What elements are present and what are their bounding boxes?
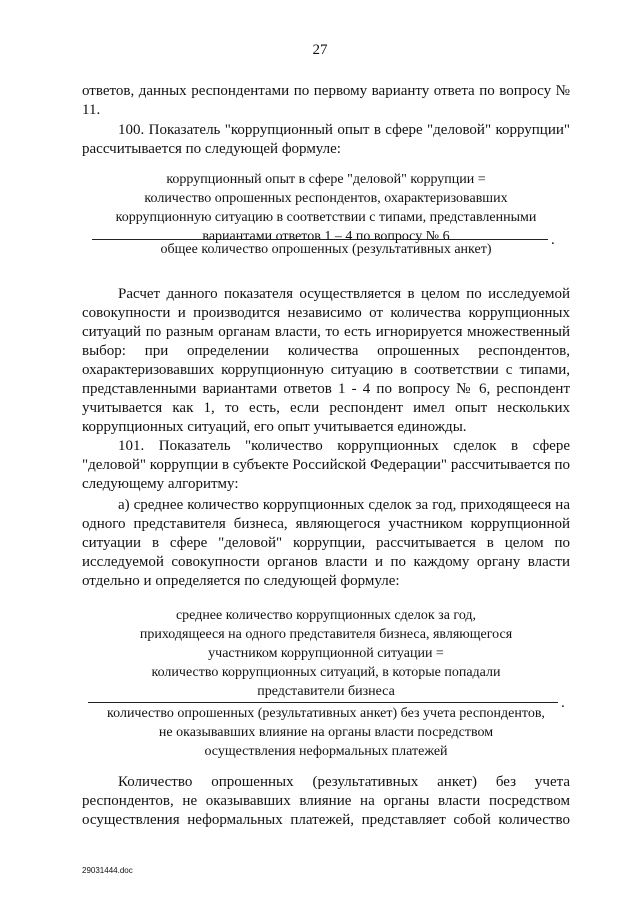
paragraph-text: а) среднее количество коррупционных сделок за год, приходящееся на одного представителя бизнеса, являющегося участником коррупционной ситуации в сфере "деловой" коррупции, рассчитывается в целом по исследуемой совокупности органов власти и по каждому органу власти отдельно и определяется по следующей формуле:	[82, 497, 570, 589]
paragraph-text: Количество опрошенных (результативных анкет) без учета респондентов, не оказывавших влияние на органы власти посредством осуществления неформальных платежей, представляет собой количество	[82, 774, 570, 828]
paragraph-100	[82, 121, 570, 159]
formula-end: .	[561, 695, 565, 711]
formula-corruption-experience	[82, 170, 570, 246]
formula-denominator	[82, 704, 570, 761]
formula-numerator-line: количество коррупционных ситуаций, в которые попадали	[151, 665, 501, 680]
formula-denominator-line: общее количество опрошенных (результативных анкет)	[160, 242, 492, 257]
paragraph-calculation	[82, 285, 570, 437]
formula-numerator-line: количество опрошенных респондентов, охарактеризовавших	[144, 191, 508, 206]
formula-average-deals	[82, 606, 570, 701]
formula-denominator	[82, 240, 570, 259]
fraction-bar	[88, 702, 558, 703]
formula-numerator-line: коррупционную ситуацию в соответствии с типами, представленными	[115, 210, 537, 225]
formula-lhs-line: участником коррупционной ситуации =	[208, 646, 444, 661]
paragraph-text: 101. Показатель "количество коррупционных сделок в сфере "деловой" коррупции в субъекте Российской Федерации" рассчитывается по следующему алгоритму:	[82, 438, 570, 492]
page-number: 27	[312, 42, 328, 58]
formula-lhs-line: приходящееся на одного представителя бизнеса, являющегося	[139, 627, 513, 642]
formula-denominator-line: не оказывавших влияние на органы власти посредством	[158, 725, 494, 740]
formula-lhs-line: среднее количество коррупционных сделок за год,	[175, 608, 477, 623]
paragraph-respondents	[82, 773, 570, 830]
paragraph-101	[82, 437, 570, 494]
formula-denominator-line: количество опрошенных (результативных анкет) без учета респондентов,	[107, 706, 545, 721]
paragraph-continuation	[82, 82, 570, 120]
paragraph-text: Расчет данного показателя осуществляется в целом по исследуемой совокупности и производится независимо от количества коррупционных ситуаций по разным органам власти, то есть игнорируется множественный выбор: при определении количества опрошенных респондентов, охарактеризовавших коррупционную ситуацию в соответствии с типами, представленными вариантами ответов 1 - 4 по вопросу № 6, респондент учитывается как 1, то есть, если респондент имел опыт нескольких коррупционных ситуаций, его опыт учитывается единожды.	[82, 286, 570, 435]
formula-denominator-line: осуществления неформальных платежей	[204, 744, 448, 759]
document-filename: 29031444.doc	[82, 866, 133, 875]
paragraph-a	[82, 496, 570, 591]
paragraph-text: 100. Показатель "коррупционный опыт в сфере "деловой" коррупции" рассчитывается по следующей формуле:	[82, 122, 570, 157]
formula-numerator-line: представители бизнеса	[257, 684, 395, 699]
formula-end: .	[551, 232, 555, 248]
paragraph-text: ответов, данных респондентами по первому варианту ответа по вопросу № 11.	[82, 83, 570, 118]
formula-numerator-line: вариантами ответов 1 – 4 по вопросу № 6	[202, 229, 450, 244]
formula-lhs: коррупционный опыт в сфере "деловой" коррупции =	[166, 172, 486, 187]
